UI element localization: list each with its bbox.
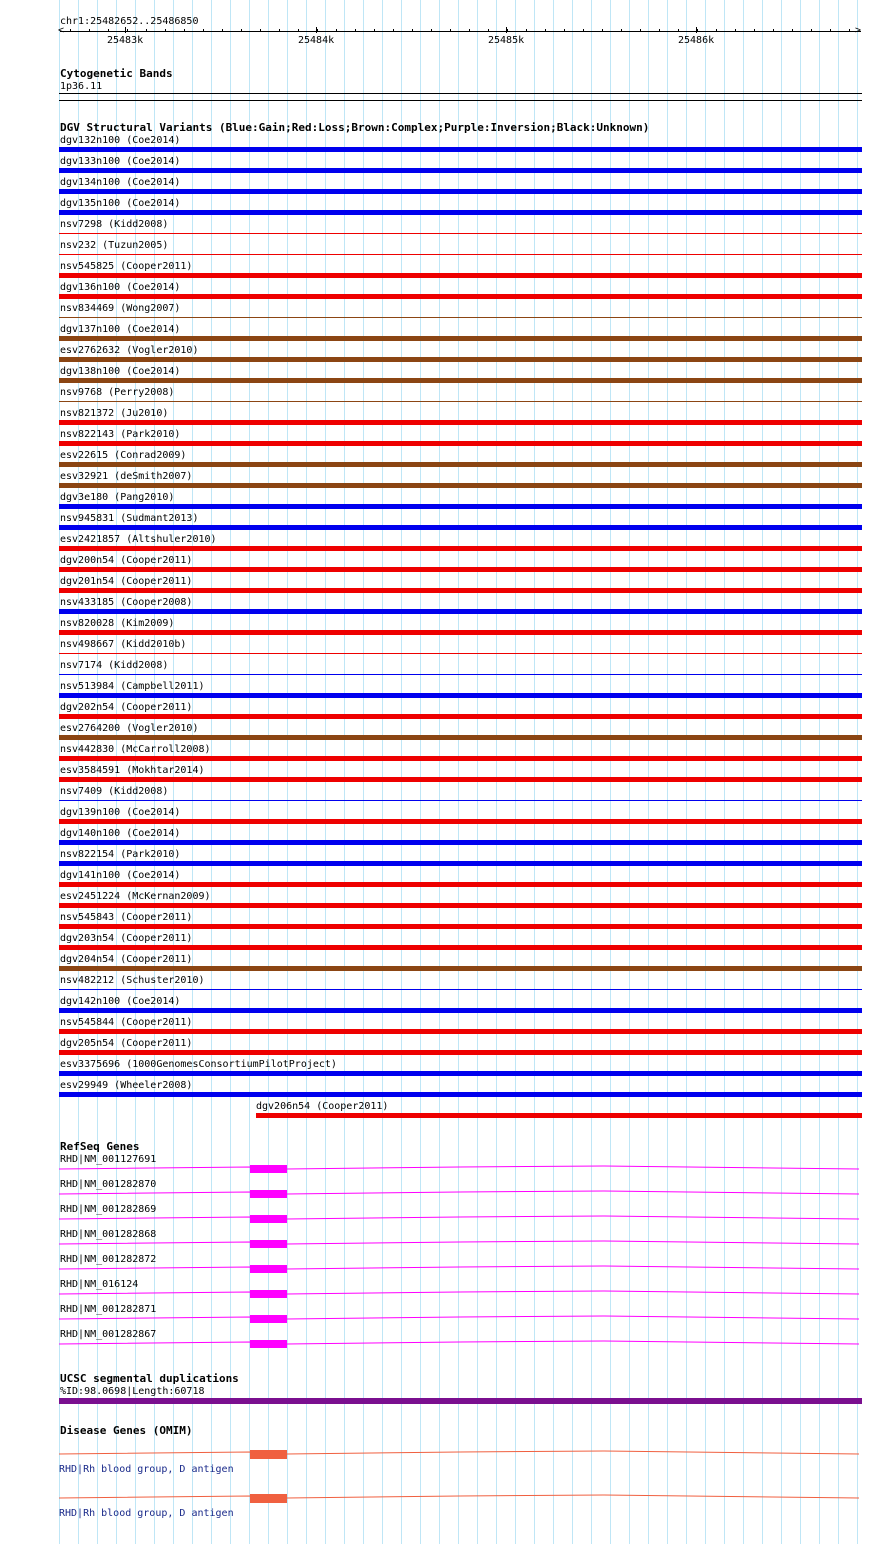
dgv-variant-bar[interactable] <box>59 420 862 425</box>
dgv-variant-label[interactable]: nsv9768 (Perry2008) <box>60 387 175 398</box>
grid-line <box>268 0 269 1544</box>
dgv-variant-bar[interactable] <box>59 630 862 635</box>
dgv-variant-label[interactable]: dgv202n54 (Cooper2011) <box>60 702 193 713</box>
dgv-variant-bar[interactable] <box>59 903 862 908</box>
grid-line <box>686 0 687 1544</box>
refseq-transcript-label[interactable]: RHD|NM_016124 <box>60 1279 139 1290</box>
ruler-minor-tick <box>811 29 812 32</box>
dgv-variant-label[interactable]: dgv133n100 (Coe2014) <box>60 156 181 167</box>
ruler-minor-tick <box>716 29 717 32</box>
dgv-variant-bar[interactable] <box>59 567 862 572</box>
ruler-minor-tick <box>754 29 755 32</box>
ruler-minor-tick <box>431 29 432 32</box>
refseq-exon-block[interactable] <box>250 1340 287 1348</box>
dgv-variant-label[interactable]: esv2762632 (Vogler2010) <box>60 345 199 356</box>
dgv-variant-label[interactable]: dgv141n100 (Coe2014) <box>60 870 181 881</box>
grid-line <box>420 0 421 1544</box>
dgv-variant-bar[interactable] <box>59 168 862 173</box>
ruler-tick-label: 25484k <box>298 35 335 46</box>
ruler-minor-tick <box>735 29 736 32</box>
dgv-variant-label[interactable]: esv29949 (Wheeler2008) <box>60 1080 193 1091</box>
grid-line <box>781 0 782 1544</box>
grid-line <box>287 0 288 1544</box>
dgv-variant-bar[interactable] <box>59 819 862 824</box>
dgv-variant-bar[interactable] <box>59 840 862 845</box>
ruler-major-tick <box>316 27 317 33</box>
ruler-tick-label: 25486k <box>678 35 715 46</box>
refseq-exon-block[interactable] <box>250 1190 287 1198</box>
segdup-track-title: UCSC segmental duplications <box>60 1372 239 1385</box>
ruler-minor-tick <box>659 29 660 32</box>
dgv-variant-bar[interactable] <box>59 378 862 383</box>
dgv-variant-bar[interactable] <box>59 504 862 509</box>
refseq-transcript-intron-line[interactable] <box>59 1266 862 1272</box>
cytoband-line-bottom <box>59 100 862 101</box>
grid-line <box>591 0 592 1544</box>
dgv-variant-label[interactable]: esv3375696 (1000GenomesConsortiumPilotProject) <box>60 1059 337 1070</box>
dgv-variant-label[interactable]: esv2421857 (Altshuler2010) <box>60 534 217 545</box>
grid-line <box>648 0 649 1544</box>
grid-line <box>439 0 440 1544</box>
cytoband-label: 1p36.11 <box>60 81 103 92</box>
dgv-variant-label[interactable]: nsv545825 (Cooper2011) <box>60 261 193 272</box>
dgv-variant-bar[interactable] <box>59 882 862 887</box>
position-label: chr1:25482652..25486850 <box>60 16 199 27</box>
dgv-variant-label[interactable]: nsv232 (Tuzun2005) <box>60 240 169 251</box>
ruler-minor-tick <box>279 29 280 32</box>
grid-line <box>363 0 364 1544</box>
dgv-variant-label[interactable]: dgv203n54 (Cooper2011) <box>60 933 193 944</box>
grid-line <box>477 0 478 1544</box>
refseq-transcript-intron-line[interactable] <box>59 1216 862 1222</box>
ruler-minor-tick <box>526 29 527 32</box>
dgv-variant-label[interactable]: nsv513984 (Campbell2011) <box>60 681 205 692</box>
refseq-transcript-intron-line[interactable] <box>59 1241 862 1247</box>
ruler-minor-tick <box>583 29 584 32</box>
ruler-minor-tick <box>469 29 470 32</box>
ruler-minor-tick <box>108 29 109 32</box>
dgv-variant-label[interactable]: nsv433185 (Cooper2008) <box>60 597 193 608</box>
dgv-variant-bar[interactable] <box>59 546 862 551</box>
ruler-minor-tick <box>70 29 71 32</box>
segdup-feature[interactable] <box>59 1398 862 1404</box>
ruler-minor-tick <box>146 29 147 32</box>
dgv-variant-label[interactable]: dgv136n100 (Coe2014) <box>60 282 181 293</box>
dgv-variant-bar[interactable] <box>59 189 862 194</box>
dgv-variant-label[interactable]: nsv7298 (Kidd2008) <box>60 219 169 230</box>
dgv-variant-bar[interactable] <box>59 588 862 593</box>
ruler-minor-tick <box>773 29 774 32</box>
ruler-minor-tick <box>697 29 698 32</box>
ruler-minor-tick <box>222 29 223 32</box>
dgv-variant-label[interactable]: dgv139n100 (Coe2014) <box>60 807 181 818</box>
grid-line <box>382 0 383 1544</box>
dgv-variant-label[interactable]: dgv201n54 (Cooper2011) <box>60 576 193 587</box>
ruler-minor-tick <box>450 29 451 32</box>
dgv-variant-bar[interactable] <box>59 147 862 152</box>
refseq-transcript-intron-line[interactable] <box>59 1316 862 1322</box>
grid-line <box>572 0 573 1544</box>
dgv-variant-bar[interactable] <box>59 401 862 402</box>
dgv-variant-label[interactable]: dgv135n100 (Coe2014) <box>60 198 181 209</box>
dgv-variant-bar[interactable] <box>59 336 862 341</box>
dgv-variant-bar[interactable] <box>59 441 862 446</box>
omim-gene-line[interactable] <box>59 1451 862 1457</box>
ruler-minor-tick <box>374 29 375 32</box>
dgv-variant-bar[interactable] <box>59 924 862 929</box>
dgv-variant-bar[interactable] <box>59 735 862 740</box>
dgv-variant-label[interactable]: nsv822143 (Park2010) <box>60 429 181 440</box>
omim-gene-block[interactable] <box>250 1450 287 1459</box>
dgv-variant-bar[interactable] <box>59 693 862 698</box>
grid-line <box>838 0 839 1544</box>
cytoband-line-top <box>59 93 862 94</box>
dgv-variant-label[interactable]: nsv834469 (Wong2007) <box>60 303 181 314</box>
omim-gene-label[interactable]: RHD|Rh blood group, D antigen <box>59 1508 234 1519</box>
refseq-transcript-label[interactable]: RHD|NM_001282871 <box>60 1304 157 1315</box>
grid-line <box>458 0 459 1544</box>
grid-line <box>800 0 801 1544</box>
ruler-major-tick <box>125 27 126 33</box>
dgv-variant-label[interactable]: esv2764200 (Vogler2010) <box>60 723 199 734</box>
ruler-minor-tick <box>260 29 261 32</box>
grid-line <box>515 0 516 1544</box>
grid-line <box>743 0 744 1544</box>
ruler-minor-tick <box>602 29 603 32</box>
refseq-exon-block[interactable] <box>250 1265 287 1273</box>
refseq-transcript-intron-line[interactable] <box>59 1166 862 1172</box>
ruler-minor-tick <box>678 29 679 32</box>
ruler-baseline <box>60 31 861 32</box>
dgv-track-title: DGV Structural Variants (Blue:Gain;Red:Loss;Brown:Complex;Purple:Inversion;Black:Unknown) <box>60 121 650 134</box>
dgv-variant-label[interactable]: nsv442830 (McCarroll2008) <box>60 744 211 755</box>
ruler-minor-tick <box>830 29 831 32</box>
refseq-exon-block[interactable] <box>250 1215 287 1223</box>
ruler-minor-tick <box>545 29 546 32</box>
ruler-minor-tick <box>127 29 128 32</box>
grid-line <box>230 0 231 1544</box>
dgv-variant-bar[interactable] <box>59 483 862 488</box>
grid-line <box>344 0 345 1544</box>
dgv-variant-bar[interactable] <box>59 525 862 530</box>
refseq-transcript-label[interactable]: RHD|NM_001282872 <box>60 1254 157 1265</box>
grid-line <box>496 0 497 1544</box>
refseq-transcript-label[interactable]: RHD|NM_001282870 <box>60 1179 157 1190</box>
dgv-variant-label[interactable]: esv2451224 (McKernan2009) <box>60 891 211 902</box>
refseq-transcript-intron-line[interactable] <box>59 1291 862 1297</box>
grid-line <box>762 0 763 1544</box>
dgv-variant-bar[interactable] <box>59 945 862 950</box>
dgv-variant-bar[interactable] <box>59 1092 862 1097</box>
dgv-variant-label[interactable]: nsv482212 (Schuster2010) <box>60 975 205 986</box>
refseq-exon-block[interactable] <box>250 1165 287 1173</box>
dgv-variant-bar[interactable] <box>59 462 862 467</box>
grid-line <box>401 0 402 1544</box>
grid-line <box>249 0 250 1544</box>
grid-line <box>705 0 706 1544</box>
dgv-variant-bar[interactable] <box>59 1050 862 1055</box>
ruler-minor-tick <box>298 29 299 32</box>
dgv-variant-label[interactable]: nsv545843 (Cooper2011) <box>60 912 193 923</box>
ruler-minor-tick <box>241 29 242 32</box>
grid-line <box>629 0 630 1544</box>
ruler-minor-tick <box>203 29 204 32</box>
dgv-variant-label[interactable]: nsv821372 (Ju2010) <box>60 408 169 419</box>
ruler-left-arrow: < <box>58 25 65 36</box>
dgv-variant-bar[interactable] <box>59 254 862 255</box>
dgv-variant-label[interactable]: dgv200n54 (Cooper2011) <box>60 555 193 566</box>
dgv-variant-bar[interactable] <box>59 357 862 362</box>
dgv-variant-label[interactable]: dgv205n54 (Cooper2011) <box>60 1038 193 1049</box>
dgv-variant-label[interactable]: nsv545844 (Cooper2011) <box>60 1017 193 1028</box>
dgv-variant-bar[interactable] <box>59 210 862 215</box>
cytoband-track-title: Cytogenetic Bands <box>60 67 173 80</box>
refseq-transcript-label[interactable]: RHD|NM_001282868 <box>60 1229 157 1240</box>
refseq-exon-block[interactable] <box>250 1315 287 1323</box>
ruler-minor-tick <box>564 29 565 32</box>
ruler-tick-label: 25483k <box>107 35 144 46</box>
dgv-variant-label[interactable]: nsv498667 (Kidd2010b) <box>60 639 187 650</box>
ruler-minor-tick <box>355 29 356 32</box>
dgv-variant-label[interactable]: esv22615 (Conrad2009) <box>60 450 187 461</box>
refseq-transcript-label[interactable]: RHD|NM_001282869 <box>60 1204 157 1215</box>
omim-gene-label[interactable]: RHD|Rh blood group, D antigen <box>59 1464 234 1475</box>
refseq-transcript-label[interactable]: RHD|NM_001282867 <box>60 1329 157 1340</box>
dgv-variant-bar[interactable] <box>59 1008 862 1013</box>
omim-gene-block[interactable] <box>250 1494 287 1503</box>
dgv-variant-bar[interactable] <box>59 653 862 654</box>
refseq-transcript-intron-line[interactable] <box>59 1191 862 1197</box>
dgv-variant-label[interactable]: dgv3e180 (Pang2010) <box>60 492 175 503</box>
ruler-minor-tick <box>336 29 337 32</box>
dgv-variant-bar[interactable] <box>59 317 862 318</box>
dgv-variant-label[interactable]: dgv206n54 (Cooper2011) <box>256 1101 389 1112</box>
dgv-variant-label[interactable]: nsv945831 (Sudmant2013) <box>60 513 199 524</box>
dgv-variant-bar[interactable] <box>59 294 862 299</box>
grid-line <box>325 0 326 1544</box>
dgv-variant-label[interactable]: nsv822154 (Park2010) <box>60 849 181 860</box>
dgv-variant-label[interactable]: nsv7409 (Kidd2008) <box>60 786 169 797</box>
dgv-variant-label[interactable]: dgv138n100 (Coe2014) <box>60 366 181 377</box>
ruler-minor-tick <box>621 29 622 32</box>
dgv-variant-bar[interactable] <box>59 800 862 801</box>
dgv-variant-label[interactable]: esv32921 (deSmith2007) <box>60 471 193 482</box>
dgv-variant-label[interactable]: nsv7174 (Kidd2008) <box>60 660 169 671</box>
omim-track-title: Disease Genes (OMIM) <box>60 1424 193 1437</box>
dgv-variant-bar[interactable] <box>59 989 862 990</box>
grid-line <box>534 0 535 1544</box>
grid-line <box>667 0 668 1544</box>
segdup-label: %ID:98.0698|Length:60718 <box>60 1386 205 1397</box>
dgv-variant-label[interactable]: dgv140n100 (Coe2014) <box>60 828 181 839</box>
ruler-major-tick <box>696 27 697 33</box>
dgv-variant-bar[interactable] <box>59 966 862 971</box>
ruler-minor-tick <box>165 29 166 32</box>
ruler-minor-tick <box>507 29 508 32</box>
dgv-variant-label[interactable]: esv3584591 (Mokhtar2014) <box>60 765 205 776</box>
dgv-variant-bar[interactable] <box>59 273 862 278</box>
ruler-minor-tick <box>393 29 394 32</box>
grid-line <box>724 0 725 1544</box>
dgv-variant-label[interactable]: nsv820028 (Kim2009) <box>60 618 175 629</box>
dgv-variant-bar[interactable] <box>59 233 862 234</box>
ruler-major-tick <box>506 27 507 33</box>
refseq-track-title: RefSeq Genes <box>60 1140 140 1153</box>
dgv-variant-bar[interactable] <box>59 1071 862 1076</box>
refseq-transcript-intron-line[interactable] <box>59 1341 862 1347</box>
dgv-variant-bar[interactable] <box>59 1029 862 1034</box>
grid-line <box>857 0 858 1544</box>
ruler-tick-label: 25485k <box>488 35 525 46</box>
dgv-variant-bar[interactable] <box>59 714 862 719</box>
ruler-right-arrow: > <box>855 25 862 36</box>
dgv-variant-bar[interactable] <box>59 777 862 782</box>
omim-gene-line[interactable] <box>59 1495 862 1501</box>
ruler-minor-tick <box>184 29 185 32</box>
dgv-variant-label[interactable]: dgv204n54 (Cooper2011) <box>60 954 193 965</box>
ruler-minor-tick <box>412 29 413 32</box>
dgv-variant-bar[interactable] <box>59 609 862 614</box>
grid-line <box>306 0 307 1544</box>
ruler-minor-tick <box>792 29 793 32</box>
ruler-minor-tick <box>89 29 90 32</box>
ruler-minor-tick <box>317 29 318 32</box>
dgv-variant-label[interactable]: dgv132n100 (Coe2014) <box>60 135 181 146</box>
grid-line <box>553 0 554 1544</box>
dgv-variant-label[interactable]: dgv142n100 (Coe2014) <box>60 996 181 1007</box>
dgv-variant-label[interactable]: dgv134n100 (Coe2014) <box>60 177 181 188</box>
refseq-exon-block[interactable] <box>250 1290 287 1298</box>
ruler-minor-tick <box>849 29 850 32</box>
dgv-variant-bar[interactable] <box>59 674 862 675</box>
dgv-variant-label[interactable]: dgv137n100 (Coe2014) <box>60 324 181 335</box>
dgv-variant-bar[interactable] <box>59 756 862 761</box>
refseq-exon-block[interactable] <box>250 1240 287 1248</box>
grid-line <box>211 0 212 1544</box>
grid-line <box>819 0 820 1544</box>
grid-line <box>610 0 611 1544</box>
ruler-minor-tick <box>488 29 489 32</box>
ruler-minor-tick <box>640 29 641 32</box>
dgv-variant-bar[interactable] <box>256 1113 862 1118</box>
refseq-transcript-label[interactable]: RHD|NM_001127691 <box>60 1154 157 1165</box>
dgv-variant-bar[interactable] <box>59 861 862 866</box>
